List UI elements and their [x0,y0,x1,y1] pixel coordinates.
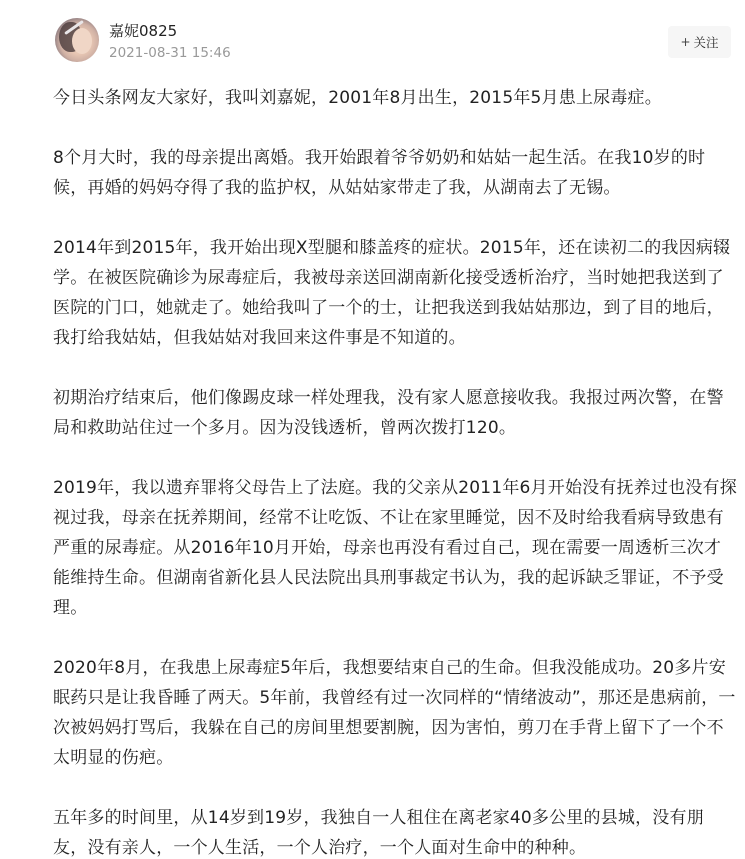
avatar-face-shape [72,28,92,54]
plus-icon: + [680,35,691,49]
article-body [53,83,738,859]
article-paragraph: 8个月大时，我的母亲提出离婚。我开始跟着爷爷奶奶和姑姑一起生活。在我10岁的时候，再婚的妈妈夺得了我的监护权，从姑姑家带走了我，从湖南去了无锡。 [53,148,706,198]
author-name[interactable]: 嘉妮0825 [109,22,178,40]
follow-button[interactable] [668,26,731,58]
publish-time: 2021-08-31 15:46 [109,45,231,61]
follow-button-label: 关注 [693,35,719,50]
article-paragraph: 五年多的时间里，从14岁到19岁，我独自一人租住在离老家40多公里的县城，没有朋友，没有亲人，一个人生活，一个人治疗，一个人面对生命中的种种。 [53,808,704,858]
article-paragraph: 初期治疗结束后，他们像踢皮球一样处理我，没有家人愿意接收我。我报过两次警，在警局和救助站住过一个多月。因为没钱透析，曾两次拨打120。 [53,388,724,438]
author-avatar[interactable] [55,18,99,62]
article-paragraph: 2020年8月，在我患上尿毒症5年后，我想要结束自己的生命。但我没能成功。20多片安眠药只是让我昏睡了两天。5年前，我曾经有过一次同样的“情绪波动”，那还是患病前，一次被妈妈打骂后，我躲在自己的房间里想要割腕，因为害怕，剪刀在手背上留下了一个不太明显的伤疤。 [53,658,736,768]
article-paragraph: 今日头条网友大家好，我叫刘嘉妮，2001年8月出生，2015年5月患上尿毒症。 [53,88,662,108]
post-header [0,0,745,80]
article-paragraph: 2014年到2015年，我开始出现X型腿和膝盖疼的症状。2015年，还在读初二的我因病辍学。在被医院确诊为尿毒症后，我被母亲送回湖南新化接受透析治疗，当时她把我送到了医院的门口，她就走了。她给我叫了一个的士，让把我送到我姑姑那边，到了目的地后，我打给我姑姑，但我姑姑对我回来这件事是不知道的。 [53,238,731,348]
article-paragraph: 2019年，我以遗弃罪将父母告上了法庭。我的父亲从2011年6月开始没有抚养过也没有探视过我，母亲在抚养期间，经常不让吃饭、不让在家里睡觉，因不及时给我看病导致患有严重的尿毒症。从2016年10月开始，母亲也再没有看过自己，现在需要一周透析三次才能维持生命。但湖南省新化县人民法院出具刑事裁定书认为，我的起诉缺乏罪证，不予受理。 [53,478,737,618]
